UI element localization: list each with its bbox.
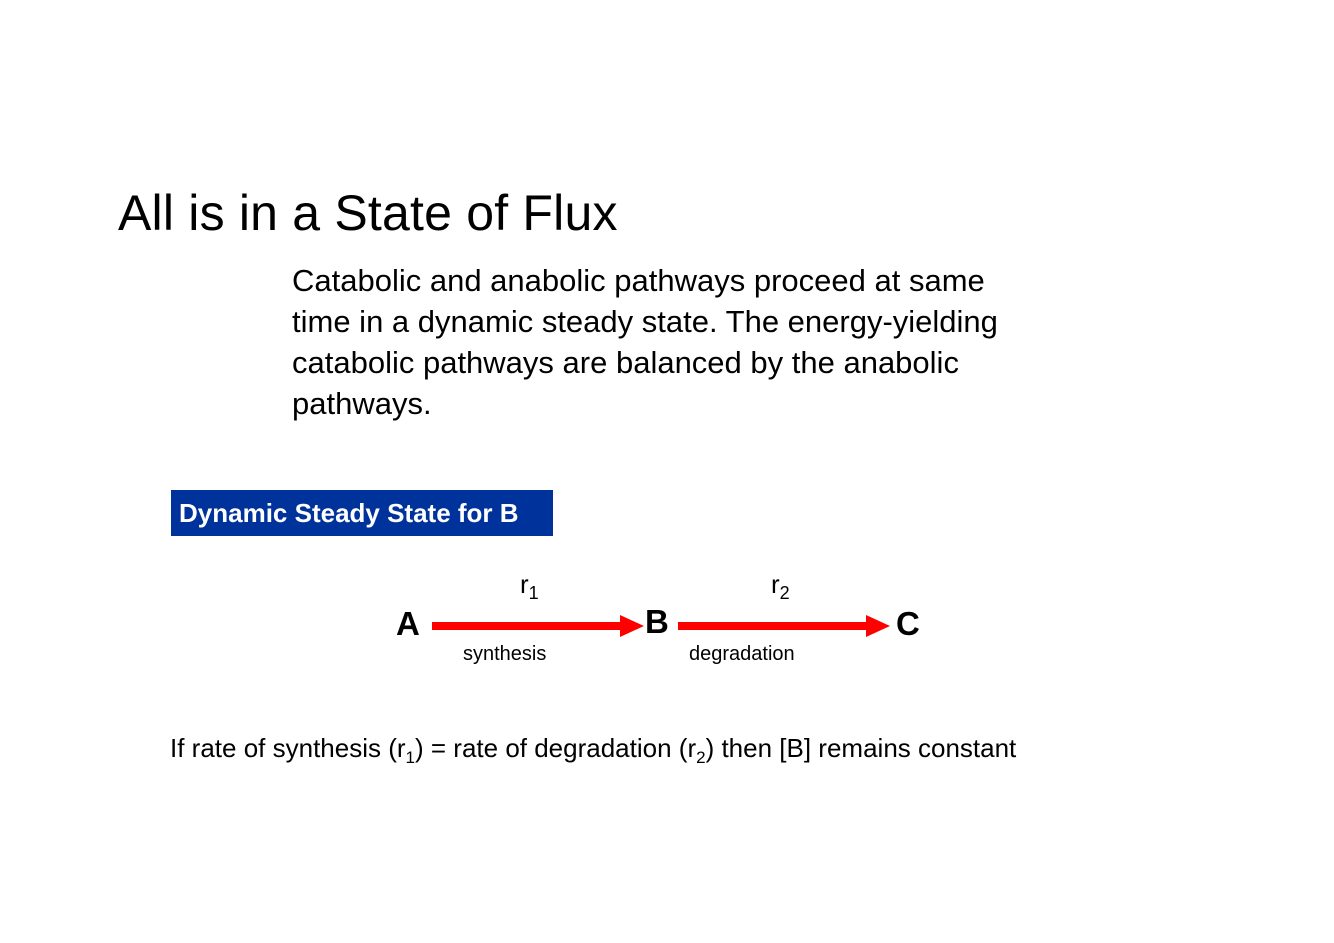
footer-text-part: ) then [B] remains constant [705,733,1017,763]
steady-state-condition [170,728,1016,768]
rate-r2-label [771,569,790,603]
footer-subscript: 1 [405,748,415,767]
footer-text-part: ) = rate of degradation (r [415,733,697,763]
arrow-shaft [432,622,622,630]
footer-text-part: If rate of synthesis (r [170,733,406,763]
rate-subscript: 2 [779,583,790,603]
rate-symbol: r [771,569,780,599]
arrowhead-icon [620,615,644,637]
arrow-shaft [678,622,868,630]
synthesis-label: synthesis [463,643,547,665]
rate-subscript: 1 [528,583,539,603]
rate-r1-label [520,569,539,603]
rate-symbol: r [520,569,529,599]
body-line: catabolic pathways are balanced by the anabolic [292,345,959,380]
body-line: time in a dynamic steady state. The energy-yielding [292,304,998,339]
body-paragraph [292,260,1092,424]
node-b: B [645,603,669,640]
body-line: Catabolic and anabolic pathways proceed at same [292,263,985,298]
degradation-label: degradation [689,643,795,665]
slide-title: All is in a State of Flux [118,185,618,241]
node-a: A [396,605,420,642]
synthesis-arrow [432,615,644,637]
footer-subscript: 2 [696,748,706,767]
arrowhead-icon [866,615,890,637]
body-line: pathways. [292,386,432,421]
degradation-arrow [678,615,890,637]
node-c: C [896,605,920,642]
section-header-box: Dynamic Steady State for B [171,490,553,536]
